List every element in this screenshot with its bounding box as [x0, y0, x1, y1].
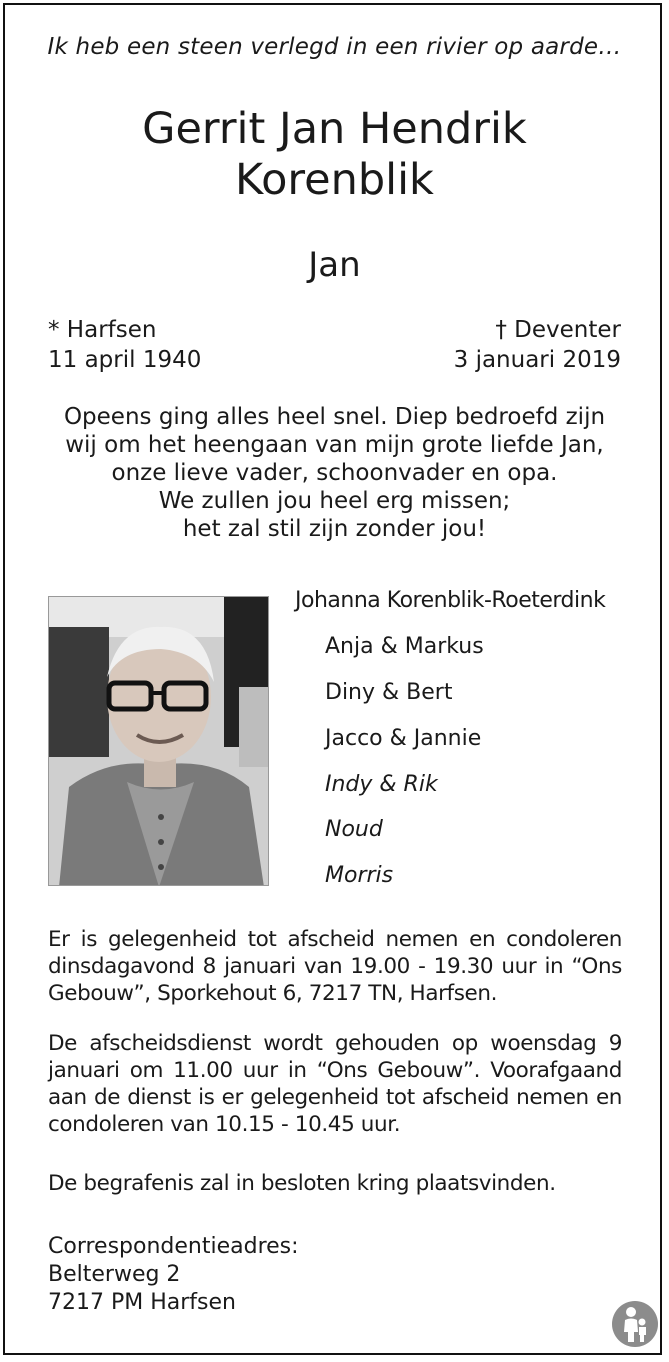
mourning-message	[0, 403, 669, 543]
message-line: Opeens ging alles heel snel. Diep bedroefd zijn	[63, 404, 606, 430]
condolence-paragraph: Er is gelegenheid tot afscheid nemen en condoleren dinsdagavond 8 januari van 19.00 - 19.30 uur in “Ons Gebouw”, Sporkehout 6, 7217 TN, Harfsen.	[48, 927, 622, 1006]
message-line: het zal stil zijn zonder jou!	[182, 516, 487, 542]
name-line-2: Korenblik	[235, 155, 434, 205]
family-grandchild: Indy & Rik	[325, 772, 438, 797]
family-child: Jacco & Jannie	[325, 726, 482, 751]
address-street: Belterweg 2	[48, 1262, 181, 1287]
death-info	[454, 315, 621, 375]
family-grandchild: Noud	[325, 817, 383, 842]
deceased-name	[0, 104, 669, 206]
address-city: 7217 PM Harfsen	[48, 1290, 236, 1315]
family-child: Anja & Markus	[325, 634, 484, 659]
burial-paragraph: De begrafenis zal in besloten kring plaatsvinden.	[48, 1171, 556, 1196]
service-paragraph: De afscheidsdienst wordt gehouden op woensdag 9 januari om 11.00 uur in “Ons Gebouw”. Voorafgaand aan de dienst is er gelegenheid tot afscheid nemen en condoleren van 10.15 - 10.45 uur.	[48, 1031, 622, 1137]
publisher-logo-icon	[611, 1300, 659, 1348]
message-line: wij om het heengaan van mijn grote liefde Jan,	[65, 432, 604, 458]
nickname: Jan	[308, 245, 361, 285]
family-wife: Johanna Korenblik-Roeterdink	[295, 588, 606, 613]
correspondence-address	[48, 1233, 299, 1317]
death-date: 3 januari 2019	[453, 347, 621, 373]
death-place: † Deventer	[495, 317, 621, 343]
birth-date: 11 april 1940	[48, 347, 202, 373]
motto: Ik heb een steen verlegd in een rivier op aarde…	[47, 34, 622, 60]
family-child: Diny & Bert	[325, 680, 453, 705]
birth-info	[48, 315, 201, 375]
message-line: We zullen jou heel erg missen;	[158, 488, 511, 514]
message-line: onze lieve vader, schoonvader en opa.	[111, 460, 558, 486]
portrait-photo	[48, 596, 269, 886]
name-line-1: Gerrit Jan Hendrik	[142, 104, 527, 154]
birth-place: * Harfsen	[48, 317, 157, 343]
family-grandchild: Morris	[325, 863, 394, 888]
portrait-illustration	[49, 597, 269, 886]
address-label: Correspondentieadres:	[48, 1234, 299, 1259]
